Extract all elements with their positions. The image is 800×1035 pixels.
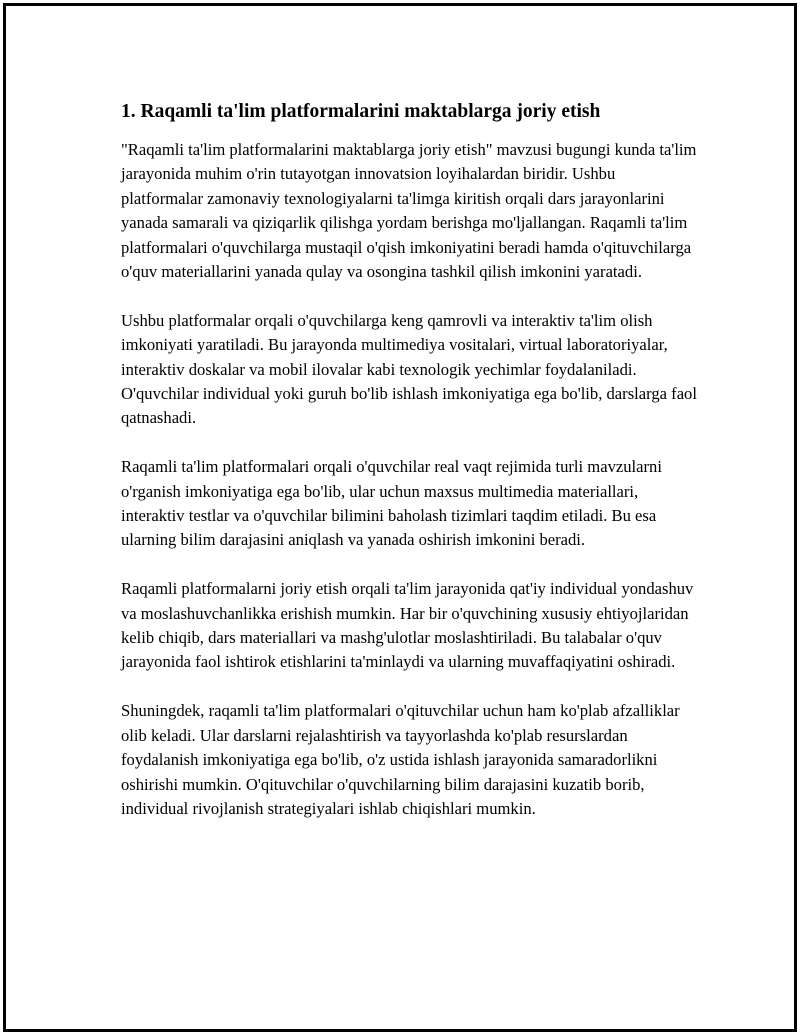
document-body [121,98,701,846]
paragraph-2: Ushbu platformalar orqali o'quvchilarga keng qamrovli va interaktiv ta'lim olish imkoniyati yaratiladi. Bu jarayonda multimediya vositalari, virtual laboratoriyalar, interaktiv doskalar va mobil ilovalar kabi texnologik yechimlar foydalaniladi. O'quvchilar individual yoki guruh bo'lib ishlash imkoniyatiga ega bo'lib, darslarga faol qatnashadi. [121,310,697,428]
paragraph-4: Raqamli platformalarni joriy etish orqali ta'lim jarayonida qat'iy individual yondashuv va moslashuvchanlikka erishish mumkin. Har bir o'quvchining xususiy ehtiyojlaridan kelib chiqib, dars materiallari va mashg'ulotlar moslashtiriladi. Bu talabalar o'quv jarayonida faol ishtirok etishlarini ta'minlaydi va ularning muvaffaqiyatini oshiradi. [121,579,694,672]
page-border [3,3,797,1032]
section-heading: 1. Raqamli ta'lim platformalarini maktablarga joriy etish [121,101,601,122]
paragraph-5: Shuningdek, raqamli ta'lim platformalari o'qituvchilar uchun ham ko'plab afzalliklar olib keladi. Ular darslarni rejalashtirish va tayyorlashda ko'plab resurslardan foydalanish imkoniyatiga ega bo'lib, o'z ustida ishlash jarayonida samaradorlikni oshirishi mumkin. O'qituvchilar o'quvchilarning bilim darajasini kuzatib borib, individual rivojlanish strategiyalari ishlab chiqishlari mumkin. [121,701,680,818]
paragraph-3: Raqamli ta'lim platformalari orqali o'quvchilar real vaqt rejimida turli mavzularni o'rganish imkoniyatiga ega bo'lib, ular uchun maxsus multimedia materiallari, interaktiv testlar va o'quvchilar bilimini baholash tizimlari taqdim etiladi. Bu esa ularning bilim darajasini aniqlash va yanada oshirish imkonini beradi. [121,457,662,550]
paragraph-1: "Raqamli ta'lim platformalarini maktablarga joriy etish" mavzusi bugungi kunda ta'lim jarayonida muhim o'rin tutayotgan innovatsion loyihalardan biridir. Ushbu platformalar zamonaviy texnologiyalarni ta'limga kiritish orqali dars jarayonlarini yanada samarali va qiziqarlik qilishga yordam berishga mo'ljallangan. Raqamli ta'lim platformalari o'quvchilarga mustaqil o'qish imkoniyatini beradi hamda o'qituvchilarga o'quv materiallarini yanada qulay va osongina tashkil qilish imkonini yaratadi. [121,140,697,282]
